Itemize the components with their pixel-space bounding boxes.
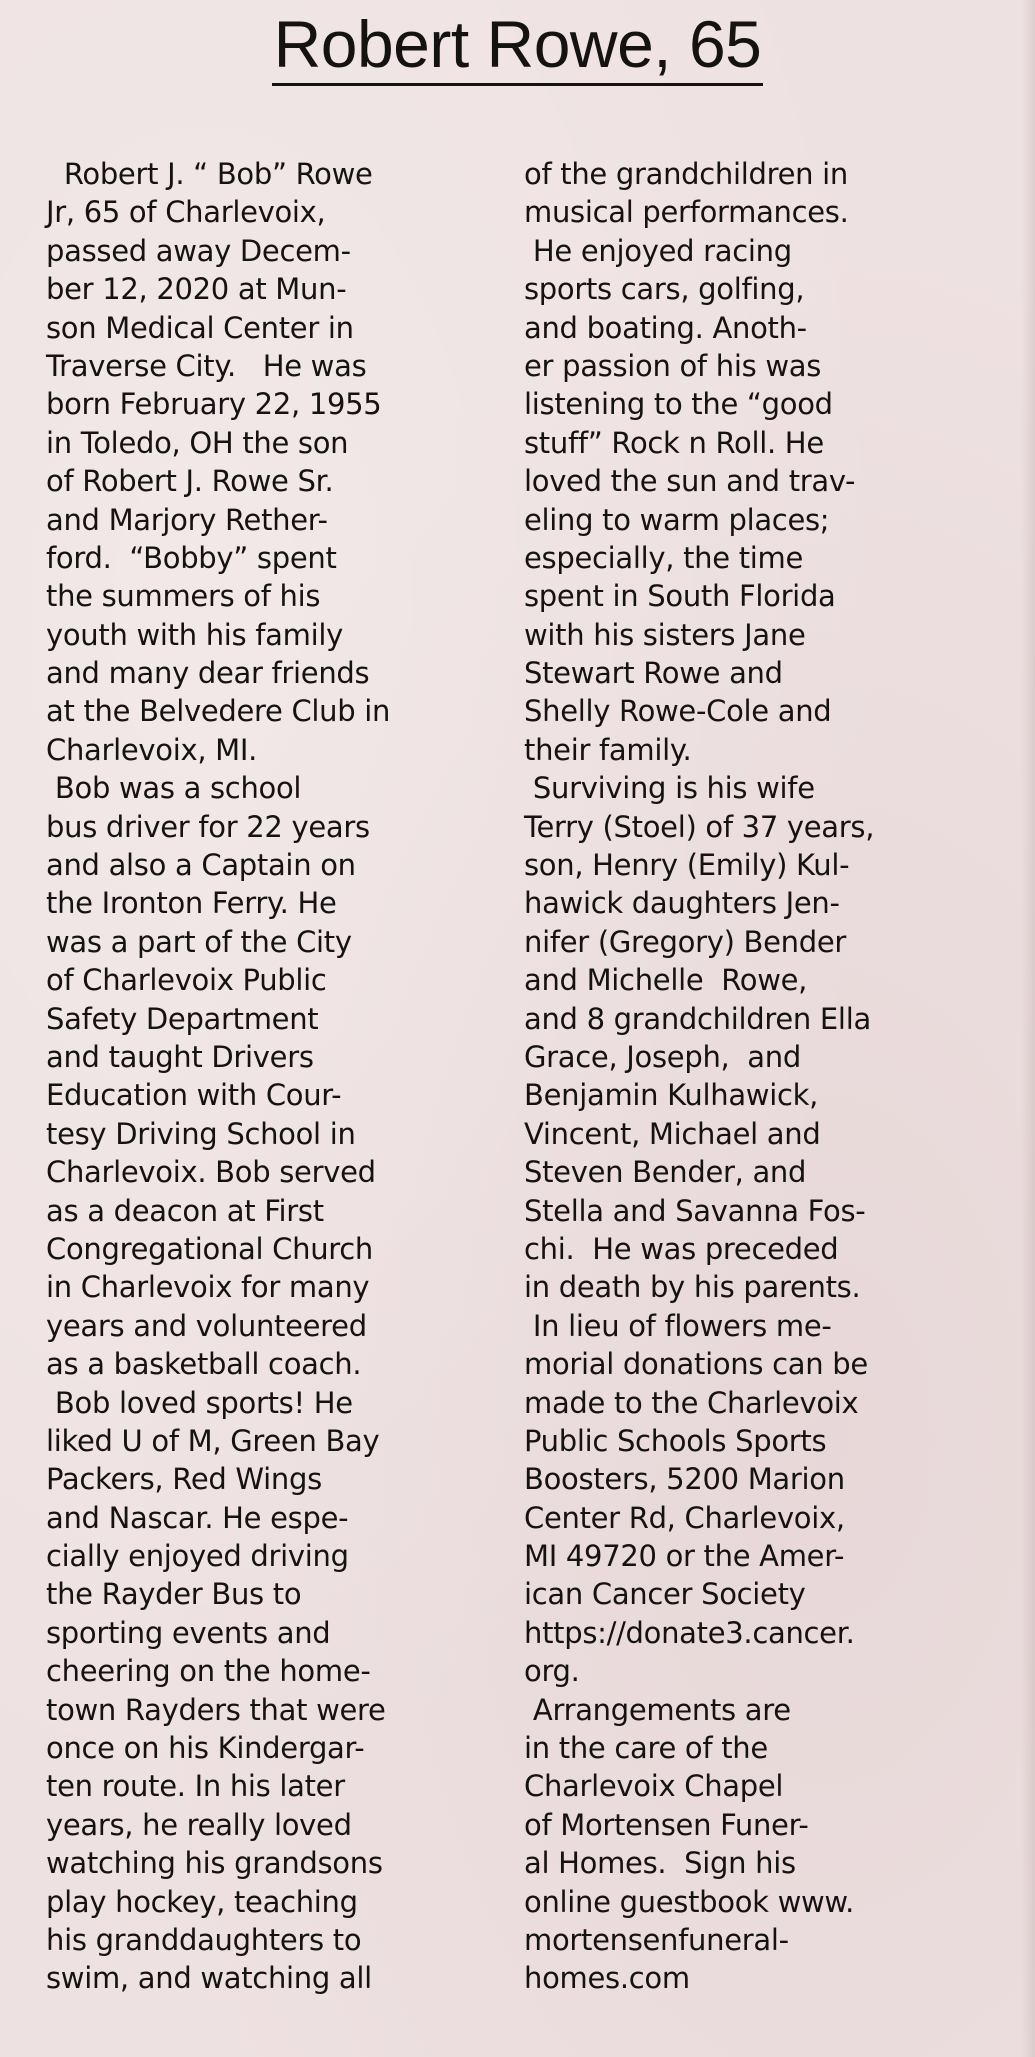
text-line: born February 22, 1955 <box>46 387 382 422</box>
text-line: Charlevoix, MI. <box>46 732 258 767</box>
text-line: er passion of his was <box>524 348 822 383</box>
text-line: of Mortensen Funer- <box>524 1807 809 1842</box>
text-line: years and volunteered <box>46 1308 367 1343</box>
text-line: the Rayder Bus to <box>46 1577 302 1612</box>
text-line: the summers of his <box>46 579 321 614</box>
text-line: made to the Charlevoix <box>524 1385 859 1420</box>
text-line: Terry (Stoel) of 37 years, <box>524 809 875 844</box>
text-line: and boating. Anoth- <box>524 310 807 345</box>
text-line: of Charlevoix Public <box>46 963 327 998</box>
text-line: bus driver for 22 years <box>46 809 370 844</box>
text-line: Education with Cour- <box>46 1078 342 1113</box>
text-line: cheering on the home- <box>46 1654 371 1689</box>
text-line: the Ironton Ferry. He <box>46 886 337 921</box>
text-line: with his sisters Jane <box>524 617 806 652</box>
text-line: Charlevoix. Bob served <box>46 1155 376 1190</box>
text-line: Charlevoix Chapel <box>524 1769 784 1804</box>
text-line: MI 49720 or the Amer- <box>524 1539 845 1574</box>
text-line: liked U of M, Green Bay <box>46 1423 380 1458</box>
text-line: and Marjory Rether- <box>46 502 328 537</box>
text-line: online guestbook www. <box>524 1884 855 1919</box>
text-line: as a basketball coach. <box>46 1347 362 1382</box>
text-line: in Toledo, OH the son <box>46 425 349 460</box>
text-line: watching his grandsons <box>46 1846 383 1881</box>
text-line: In lieu of flowers me- <box>524 1308 832 1343</box>
text-line: Packers, Red Wings <box>46 1462 322 1497</box>
text-line: son, Henry (Emily) Kul- <box>524 848 850 883</box>
text-line: of the grandchildren in <box>524 157 848 191</box>
article-column-left <box>46 155 496 1998</box>
text-line: their family. <box>524 732 692 767</box>
text-line: Center Rd, Charlevoix, <box>524 1500 845 1535</box>
text-line: Stella and Savanna Fos- <box>524 1193 866 1228</box>
text-line: and Nascar. He espe- <box>46 1500 349 1535</box>
text-line: He enjoyed racing <box>524 233 792 268</box>
text-line: and taught Drivers <box>46 1039 314 1074</box>
text-line: Arrangements are <box>524 1692 791 1727</box>
text-line: years, he really loved <box>46 1807 352 1842</box>
text-line: and many dear friends <box>46 656 370 691</box>
text-line: Public Schools Sports <box>524 1423 827 1458</box>
text-line: ten route. In his later <box>46 1769 345 1804</box>
text-line: Stewart Rowe and <box>524 656 783 691</box>
text-line: Steven Bender, and <box>524 1155 807 1190</box>
text-line: son Medical Center in <box>46 310 354 345</box>
text-line: in death by his parents. <box>524 1270 861 1305</box>
text-line: and 8 grandchildren Ella <box>524 1001 871 1036</box>
text-line: especially, the time <box>524 540 804 575</box>
text-line: ican Cancer Society <box>524 1577 806 1612</box>
text-line: Safety Department <box>46 1001 319 1036</box>
text-line: sports cars, golfing, <box>524 272 805 307</box>
text-line: Robert J. “ Bob” Rowe <box>46 157 373 191</box>
text-line: once on his Kindergar- <box>46 1731 365 1766</box>
text-line: and Michelle Rowe, <box>524 963 808 998</box>
text-line: loved the sun and trav- <box>524 464 856 499</box>
text-line: Jr, 65 of Charlevoix, <box>46 195 326 230</box>
text-line: Bob loved sports! He <box>46 1385 353 1420</box>
text-line: hawick daughters Jen- <box>524 886 840 921</box>
text-line: spent in South Florida <box>524 579 836 614</box>
text-line: listening to the “good <box>524 387 833 422</box>
text-line: Traverse City. He was <box>46 348 367 383</box>
text-line: town Rayders that were <box>46 1692 386 1727</box>
text-line: eling to warm places; <box>524 502 830 537</box>
text-line: cially enjoyed driving <box>46 1539 349 1574</box>
text-line: his granddaughters to <box>46 1922 362 1957</box>
text-line: homes.com <box>524 1961 690 1996</box>
text-line: stuff” Rock n Roll. He <box>524 425 824 460</box>
paper-edge-shadow <box>1021 0 1035 2057</box>
text-line: in the care of the <box>524 1731 768 1766</box>
text-line: as a deacon at First <box>46 1193 324 1228</box>
text-line: at the Belvedere Club in <box>46 694 391 729</box>
text-line: Boosters, 5200 Marion <box>524 1462 845 1497</box>
text-line: Shelly Rowe-Cole and <box>524 694 832 729</box>
article-column-right <box>524 155 996 1998</box>
text-line: passed away Decem- <box>46 233 351 268</box>
text-line: ford. “Bobby” spent <box>46 540 337 575</box>
headline-text: Robert Rowe, 65 <box>272 5 764 86</box>
text-line: swim, and watching all <box>46 1961 372 1996</box>
text-line: sporting events and <box>46 1615 331 1650</box>
text-line: was a part of the City <box>46 924 352 959</box>
text-line: https://donate3.cancer. <box>524 1615 855 1650</box>
text-line: nifer (Gregory) Bender <box>524 924 847 959</box>
text-line: in Charlevoix for many <box>46 1270 370 1305</box>
text-line: Vincent, Michael and <box>524 1116 821 1151</box>
text-line: Bob was a school <box>46 771 302 806</box>
text-line: ber 12, 2020 at Mun- <box>46 272 347 307</box>
text-line: musical performances. <box>524 195 849 230</box>
text-line: of Robert J. Rowe Sr. <box>46 464 334 499</box>
text-line: mortensenfuneral- <box>524 1922 789 1957</box>
text-line: youth with his family <box>46 617 343 652</box>
text-line: tesy Driving School in <box>46 1116 356 1151</box>
text-line: Grace, Joseph, and <box>524 1039 801 1074</box>
text-line: al Homes. Sign his <box>524 1846 796 1881</box>
text-line: play hockey, teaching <box>46 1884 358 1919</box>
text-line: and also a Captain on <box>46 848 356 883</box>
text-line: Surviving is his wife <box>524 771 815 806</box>
text-line: chi. He was preceded <box>524 1231 839 1266</box>
text-line: Congregational Church <box>46 1231 374 1266</box>
text-line: org. <box>524 1654 580 1689</box>
obituary-headline <box>0 2 1035 86</box>
text-line: Benjamin Kulhawick, <box>524 1078 819 1113</box>
text-line: morial donations can be <box>524 1347 868 1382</box>
